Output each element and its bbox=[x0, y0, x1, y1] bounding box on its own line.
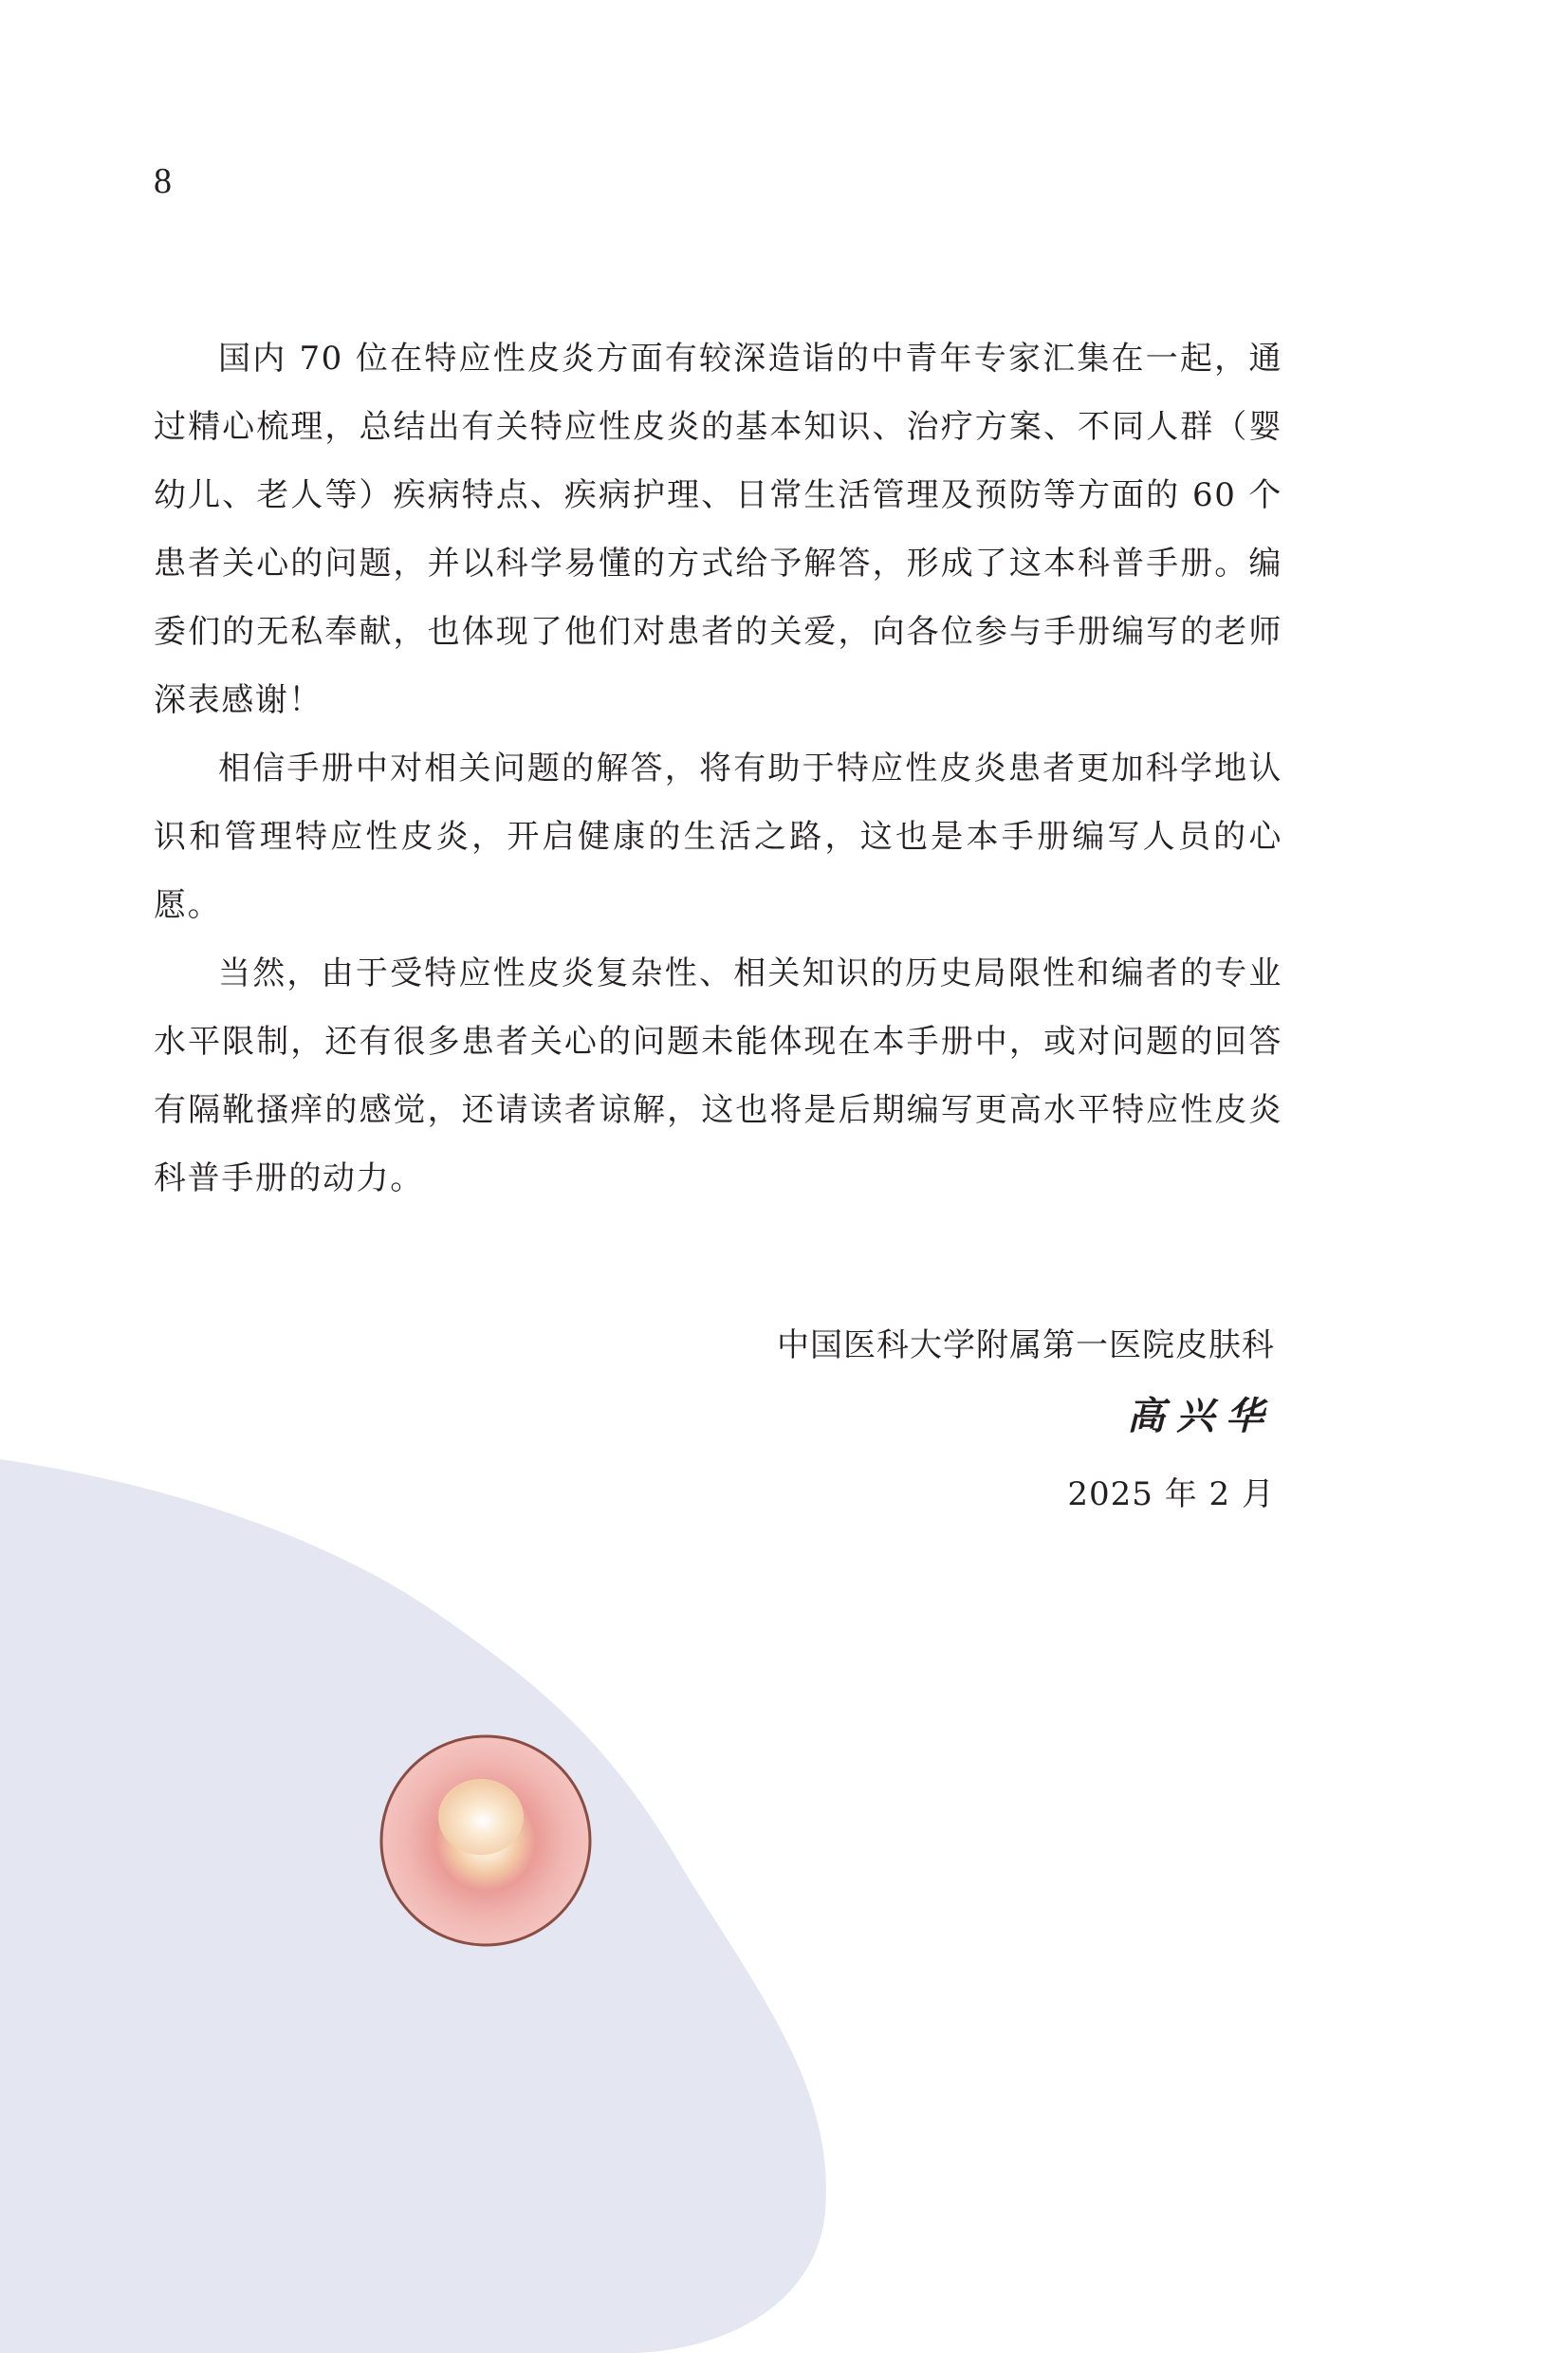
paragraph-1: 国内 70 位在特应性皮炎方面有较深造诣的中青年专家汇集在一起，通过精心梳理，总结出有关特应性皮炎的基本知识、治疗方案、不同人群（婴幼儿、老人等）疾病特点、疾病护理、日常生活管理及预防等方面的 60 个患者关心的问题，并以科学易懂的方式给予解答，形成了这本科普手册。编委们的无私奉献，也体现了他们对患者的关爱，向各位参与手册编写的老师深表感谢！ bbox=[154, 340, 1282, 719]
signature-date: 2025 年 2 月 bbox=[1067, 1475, 1275, 1513]
paragraph-2: 相信手册中对相关问题的解答，将有助于特应性皮炎患者更加科学地认识和管理特应性皮炎，开启健康的生活之路，这也是本手册编写人员的心愿。 bbox=[154, 750, 1282, 924]
decorative-illustration bbox=[0, 1423, 949, 2353]
signature-organization: 中国医科大学附属第一医院皮肤科 bbox=[777, 1326, 1275, 1364]
signature-name: 高兴华 bbox=[1127, 1394, 1275, 1438]
page-number: 8 bbox=[154, 161, 172, 201]
paragraph-3: 当然，由于受特应性皮炎复杂性、相关知识的历史局限性和编者的专业水平限制，还有很多患者关心的问题未能体现在本手册中，或对问题的回答有隔靴搔痒的感觉，还请读者谅解，这也将是后期编写更高水平特应性皮炎科普手册的动力。 bbox=[154, 954, 1282, 1197]
skin-lesion-icon bbox=[381, 1736, 590, 1945]
preface-body bbox=[154, 324, 1282, 1213]
